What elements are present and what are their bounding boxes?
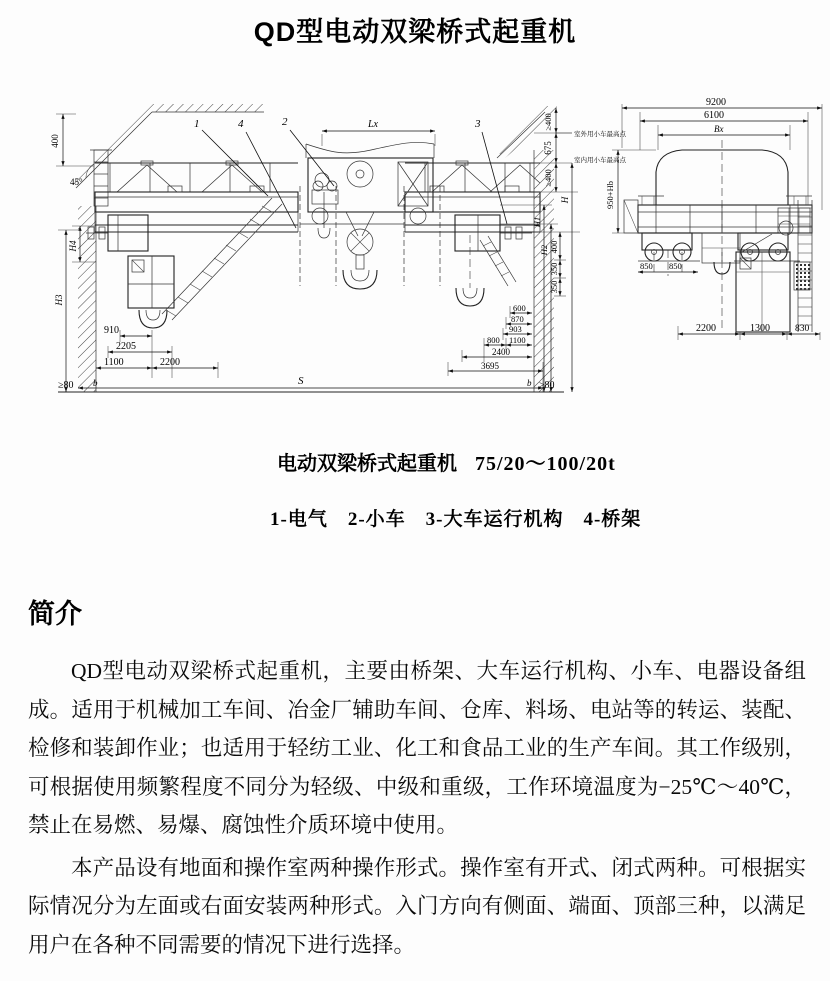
caption-product-name: 电动双梁桥式起重机 [277,453,457,475]
dim-label-b-left: b [93,378,98,388]
figure-legend: 1-电气 2-小车 3-大车运行机构 4-桥架 [270,509,642,530]
dimensions-right [448,108,580,392]
dim-label-850-a: 850 [640,261,653,271]
dim-label-45deg: 45° [70,177,83,187]
right-end-carriage [455,215,532,306]
callout-4: 4 [238,118,244,130]
dim-label-ge400-mid: ≥400 [543,169,553,187]
dim-label-h4: H4 [68,240,78,252]
page-title: QD型电动双梁桥式起重机 [253,17,577,47]
dim-label-ge400-top: ≥400 [543,113,553,131]
dim-label-850-b: 850 [669,261,682,271]
dim-label-950-hb: 950+Hb [605,181,615,209]
note-indoor-trolley-highest-point: 室内用小车最高点 [574,157,626,164]
callout-3: 3 [475,118,481,130]
operator-cab-side [736,252,790,332]
hook-at-right-limit [456,288,484,306]
dim-label-400-left: 400 [50,134,60,148]
dim-label-2205: 2205 [116,341,136,352]
dim-label-870: 870 [511,314,524,324]
main-hook [343,270,377,289]
note-outdoor-trolley-highest-point: 室外用小车最高点 [574,131,626,138]
figure-caption [277,447,616,476]
intro-paragraph-2: 本产品设有地面和操作室两种操作形式。操作室有开式、闭式两种。可根据实际情况分为左面或右面安装两种形式。入门方向有侧面、端面、顶部三种，以满足用户在各种不同需要的情况下进行选择。 [28,855,806,957]
dim-label-600: 600 [513,303,526,313]
dim-label-903: 903 [509,324,522,334]
dim-label-400-right: 400 [549,240,559,254]
dim-label-830: 830 [795,324,810,334]
dim-label-910: 910 [104,325,119,336]
trolley [306,142,434,289]
side-end-view [605,97,822,340]
end-truck-left [642,233,692,250]
introduction-text [28,652,806,964]
dim-label-800: 800 [487,335,500,345]
callout-2: 2 [282,116,288,128]
dim-label-b-right: b [527,378,532,388]
dim-label-h3: H3 [54,294,64,306]
dim-label-h2: H2 [539,244,549,256]
dim-label-675: 675 [543,141,553,155]
dim-label-3695: 3695 [481,361,499,371]
dim-label-1100-right: 1100 [509,335,526,345]
dim-label-9200: 9200 [706,97,726,108]
dim-label-bx: Bx [714,124,724,134]
dim-label-ge80-left: ≥80 [58,380,74,391]
dim-label-6100: 6100 [704,110,724,121]
dim-label-ge80-right: ≥80 [539,380,555,391]
intro-paragraph-1: QD型电动双梁桥式起重机，主要由桥架、大车运行机构、小车、电器设备组成。适用于机械加工车间、冶金厂辅助车间、仓库、料场、电站等的转运、装配、检修和装卸作业；也适用于轻纺工业、化工和食品工业的生产车间。其工作级别，可根据使用频繁程度不同分为轻级、中级和重级，工作环境温度为−25℃～40℃，禁止在易燃、易爆、腐蚀性介质环境中使用。 [28,659,806,837]
stairway [162,198,282,320]
callout-1: 1 [194,118,200,130]
aux-hook [318,228,330,238]
dim-label-2400: 2400 [492,347,510,357]
dim-label-lx: Lx [368,119,378,130]
end-truck-right [738,233,788,250]
wall-hatch-left [78,206,96,392]
dim-label-1300: 1300 [750,323,770,334]
ceiling-hatch-left [70,104,264,188]
operator-cab-left [128,256,174,328]
section-heading-intro: 简介 [28,599,82,629]
main-elevation-view [50,104,627,392]
dim-label-span-s: S [298,375,304,387]
dim-label-h: H [560,196,570,204]
caption-capacity-spec: 75/20～100/20t [475,453,616,475]
dim-label-2200-left: 2200 [160,357,180,368]
dim-label-2200-bottom: 2200 [696,323,716,334]
dim-label-350-b: 350 [549,280,559,294]
technical-drawing [0,0,830,430]
dim-label-h1: H1 [532,216,542,228]
dim-label-350-a: 350 [549,262,559,276]
dim-label-1100-left: 1100 [104,357,124,368]
grille-panel [794,262,810,290]
